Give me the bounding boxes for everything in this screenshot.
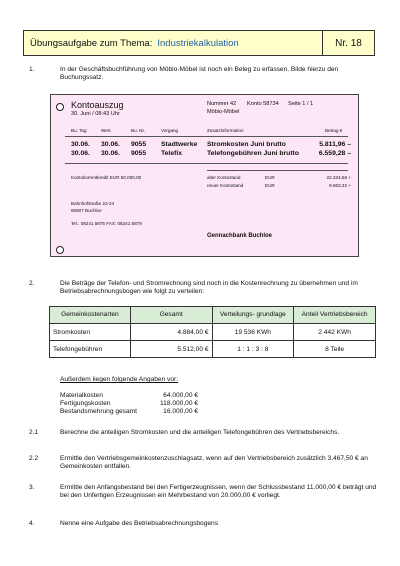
extra-label: Materialkosten xyxy=(60,392,103,399)
extra-value: 118.000,00 € xyxy=(159,400,198,407)
statement-date: 30. Juni / 08:43 Uhr xyxy=(71,111,120,117)
table-cell: Stromkosten xyxy=(50,324,131,341)
extra-label: Fertigungskosten xyxy=(60,400,111,407)
divider xyxy=(207,170,348,171)
list-item xyxy=(60,400,198,408)
exercise-header xyxy=(23,30,375,56)
exercise-number: Nr. 18 xyxy=(322,31,374,55)
task-2-2-number: 2.2 xyxy=(29,455,39,462)
table-header: Verteilungs- grundlage xyxy=(212,307,294,324)
table-cell: 5.512,00 € xyxy=(130,341,212,358)
address-street: Bahnhofstraße 22-24 xyxy=(71,201,115,206)
statement-page: Seite 1 / 1 xyxy=(288,101,314,107)
col-header-wert: Wert xyxy=(101,128,111,133)
table-header: Anteil Vertriebsbereich xyxy=(294,307,376,324)
row-1-wert: 30.06. xyxy=(101,141,120,148)
col-header-info: Zusatzinformation xyxy=(207,128,244,133)
exercise-title xyxy=(24,31,322,55)
row-2-bunr: 9055 xyxy=(131,150,147,157)
old-balance-value: 22.234,56 + xyxy=(326,175,351,180)
extra-value: 16.000,00 € xyxy=(163,408,198,415)
col-header-vorgang: Vorgang xyxy=(161,128,179,133)
account-owner: Möbio-Möbel xyxy=(207,109,240,115)
old-balance-label: alter Kontostand xyxy=(207,175,241,180)
extra-value: 64.000,00 € xyxy=(163,392,198,399)
row-1-vorgang: Stadtwerke xyxy=(161,141,198,148)
table-header-row xyxy=(50,307,376,324)
table-row xyxy=(50,324,376,341)
row-2-vorgang: Telefix xyxy=(161,150,183,157)
table-header: Gemeinkostenarten xyxy=(50,307,131,324)
title-topic: Industriekalkulation xyxy=(157,37,239,49)
task-2-number: 2. xyxy=(29,280,35,287)
bank-statement xyxy=(50,94,359,257)
row-2-butag: 30.06. xyxy=(71,150,90,157)
credit-line: Kontokorrentkredit EUR 50.000,00 xyxy=(71,175,142,180)
col-header-bunr: Bu. Nr. xyxy=(131,128,146,133)
col-header-butag: Bu. Tag xyxy=(71,128,87,133)
task-1-number: 1. xyxy=(29,66,35,73)
new-balance-value: 9.863,32 + xyxy=(329,183,351,188)
row-1-info: Stromkosten Juni brutto xyxy=(207,141,286,148)
table-cell: 1 : 1 : 3 : 8 xyxy=(212,341,294,358)
statement-title: Kontoauszug xyxy=(71,100,124,110)
new-balance-label: neuer Kontostand xyxy=(207,183,244,188)
extra-values xyxy=(60,392,198,416)
statement-number: Nummer 42 xyxy=(207,101,237,107)
statement-account: Konto 58734 xyxy=(247,101,279,107)
address-city: 86807 Buchloe xyxy=(71,208,102,213)
row-1-bunr: 9055 xyxy=(131,141,147,148)
table-cell: Telefongebühren xyxy=(50,341,131,358)
task-2-1-text: Berechne die anteiligen Stromkosten und die anteiligen Telefongebühren des Vertriebsbereichs. xyxy=(60,429,340,436)
list-item xyxy=(60,408,198,416)
row-1-butag: 30.06. xyxy=(71,141,90,148)
bank-name: Gennachbank Buchloe xyxy=(207,233,273,239)
list-item xyxy=(60,392,198,400)
row-2-betrag: 6.559,28 – xyxy=(318,150,351,157)
task-1-text: In der Geschäftsbuchführung von Möbio-Möbel ist noch ein Beleg zu erfassen. Bilde hierzu den Buchungssatz. xyxy=(60,66,339,81)
table-cell: 4.884,00 € xyxy=(130,324,212,341)
punch-hole-icon xyxy=(56,246,64,254)
task-3-text: Ermittle den Anfangsbestand bei den Fertigerzeugnissen, wenn der Schlussbestand 11.000,00 € beträgt und bei den Unfertigen Erzeugnissen ein Mehrbestand von 20.000,00 € vorliegt. xyxy=(60,484,377,499)
task-4-text: Nenne eine Aufgabe des Betriebsabrechnungsbogens xyxy=(60,520,219,527)
punch-hole-icon xyxy=(56,103,64,111)
table-cell: 8 Teile xyxy=(294,341,376,358)
extra-label: Bestandsmehrung gesamt xyxy=(60,408,137,415)
table-cell: 2 442 KWh xyxy=(294,324,376,341)
cost-distribution-table xyxy=(49,306,376,358)
task-2-1-number: 2.1 xyxy=(29,429,39,436)
row-2-info: Telefongebühren Juni brutto xyxy=(207,150,300,157)
table-header: Gesamt xyxy=(130,307,212,324)
row-2-wert: 30.06. xyxy=(101,150,120,157)
table-row xyxy=(50,341,376,358)
task-2-2-text: Ermittle den Vertriebsgemeinkostenzuschlagsatz, wenn auf den Vertriebsbereich zusätzlich 3.467,50 € an Gemeinkosten entfallen. xyxy=(60,455,368,470)
extra-heading: Außerdem liegen folgende Angaben vor: xyxy=(60,376,179,383)
divider xyxy=(65,163,348,164)
task-4-number: 4. xyxy=(29,520,35,527)
phone-fax: Tel.: 08241 5875 FAX: 08241 5879 xyxy=(71,221,142,226)
new-balance-currency: EUR xyxy=(265,183,275,188)
title-prefix: Übungsaufgabe zum Thema: xyxy=(30,37,153,49)
old-balance-currency: EUR xyxy=(265,175,275,180)
col-header-betrag: Betrag € xyxy=(325,128,343,133)
row-1-betrag: 5.811,96 – xyxy=(319,141,351,148)
task-3-number: 3. xyxy=(29,484,35,491)
task-2-text: Die Beträge der Telefon- und Stromrechnung sind noch in die Kostenrechnung zu übernehmen und im Betriebsabrechnungsbogen wie folgt zu verteilen: xyxy=(60,280,358,295)
table-cell: 19 536 KWh xyxy=(212,324,294,341)
divider xyxy=(65,136,348,137)
